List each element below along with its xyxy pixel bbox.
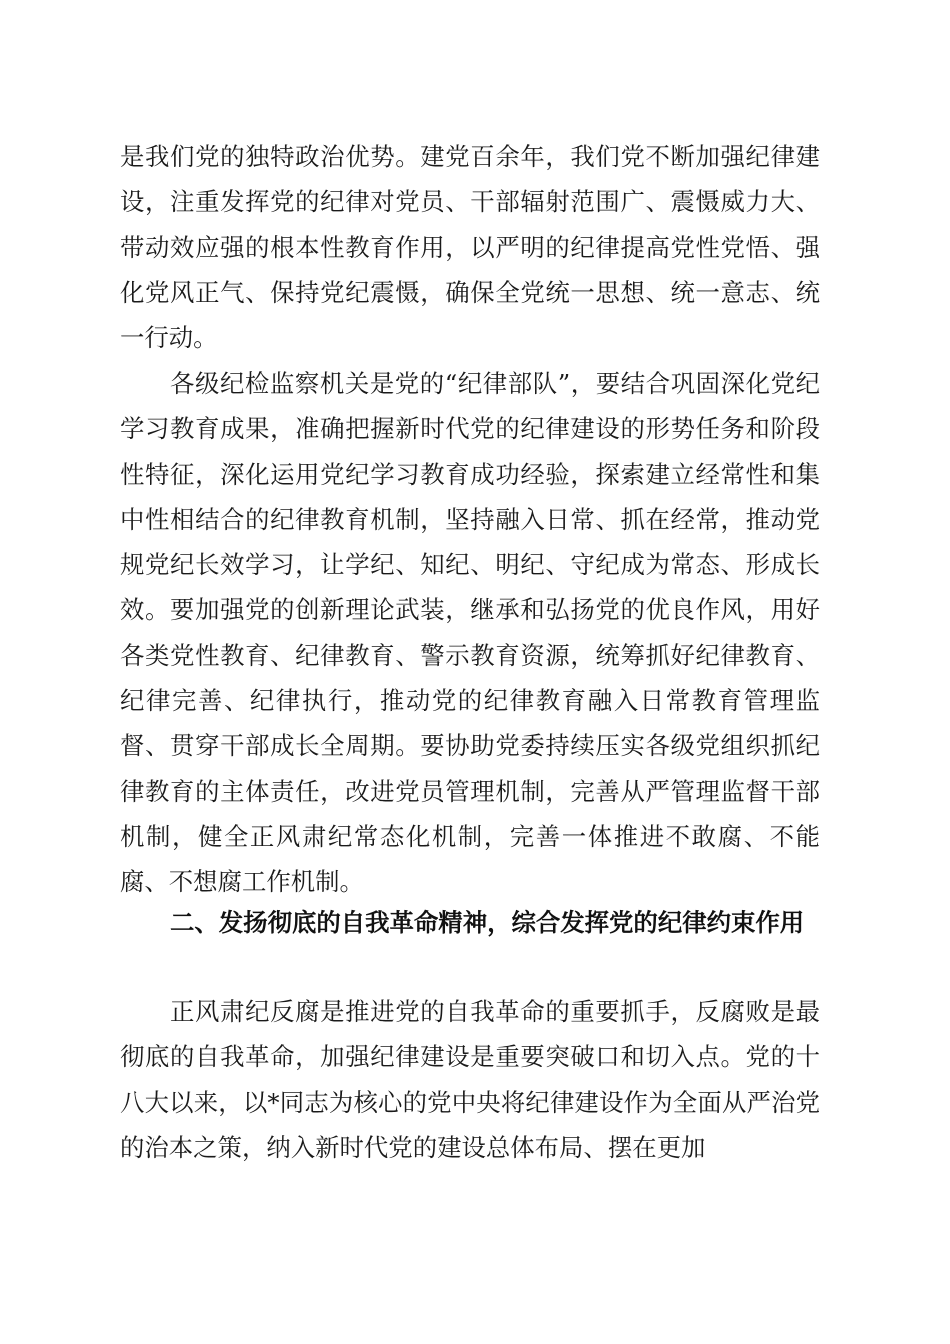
- paragraph-self-revolution: 正风肃纪反腐是推进党的自我革命的重要抓手，反腐败是最彻底的自我革命，加强纪律建设是重要突破口和切入点。党的十八大以来，以*同志为核心的党中央将纪律建设作为全面从严治党的治本之策，纳入新时代党的建设总体布局、摆在更加: [120, 997, 820, 1162]
- section-heading-2: 二、发扬彻底的自我革命精神，综合发挥党的纪律约束作用: [170, 908, 805, 937]
- paragraph-discipline-inspection: 各级纪检监察机关是党的“纪律部队”，要结合巩固深化党纪学习教育成果，准确把握新时代党的纪律建设的形势任务和阶段性特征，深化运用党纪学习教育成功经验，探索建立经常性和集中性相结合的纪律教育机制，坚持融入日常、抓在经常，推动党规党纪长效学习，让学纪、知纪、明纪、守纪成为常态、形成长效。要加强党的创新理论武装，继承和弘扬党的优良作风，用好各类党性教育、纪律教育、警示教育资源，统筹抓好纪律教育、纪律完善、纪律执行，推动党的纪律教育融入日常教育管理监督、贯穿干部成长全周期。要协助党委持续压实各级党组织抓纪律教育的主体责任，改进党员管理机制，完善从严管理监督干部机制，健全正风肃纪常态化机制，完善一体推进不敢腐、不能腐、不想腐工作机制。: [120, 369, 820, 897]
- paragraph-continuation: 是我们党的独特政治优势。建党百余年，我们党不断加强纪律建设，注重发挥党的纪律对党员、干部辐射范围广、震慑威力大、带动效应强的根本性教育作用，以严明的纪律提高党性党悟、强化党风正气、保持党纪震慑，确保全党统一思想、统一意志、统一行动。: [120, 142, 820, 353]
